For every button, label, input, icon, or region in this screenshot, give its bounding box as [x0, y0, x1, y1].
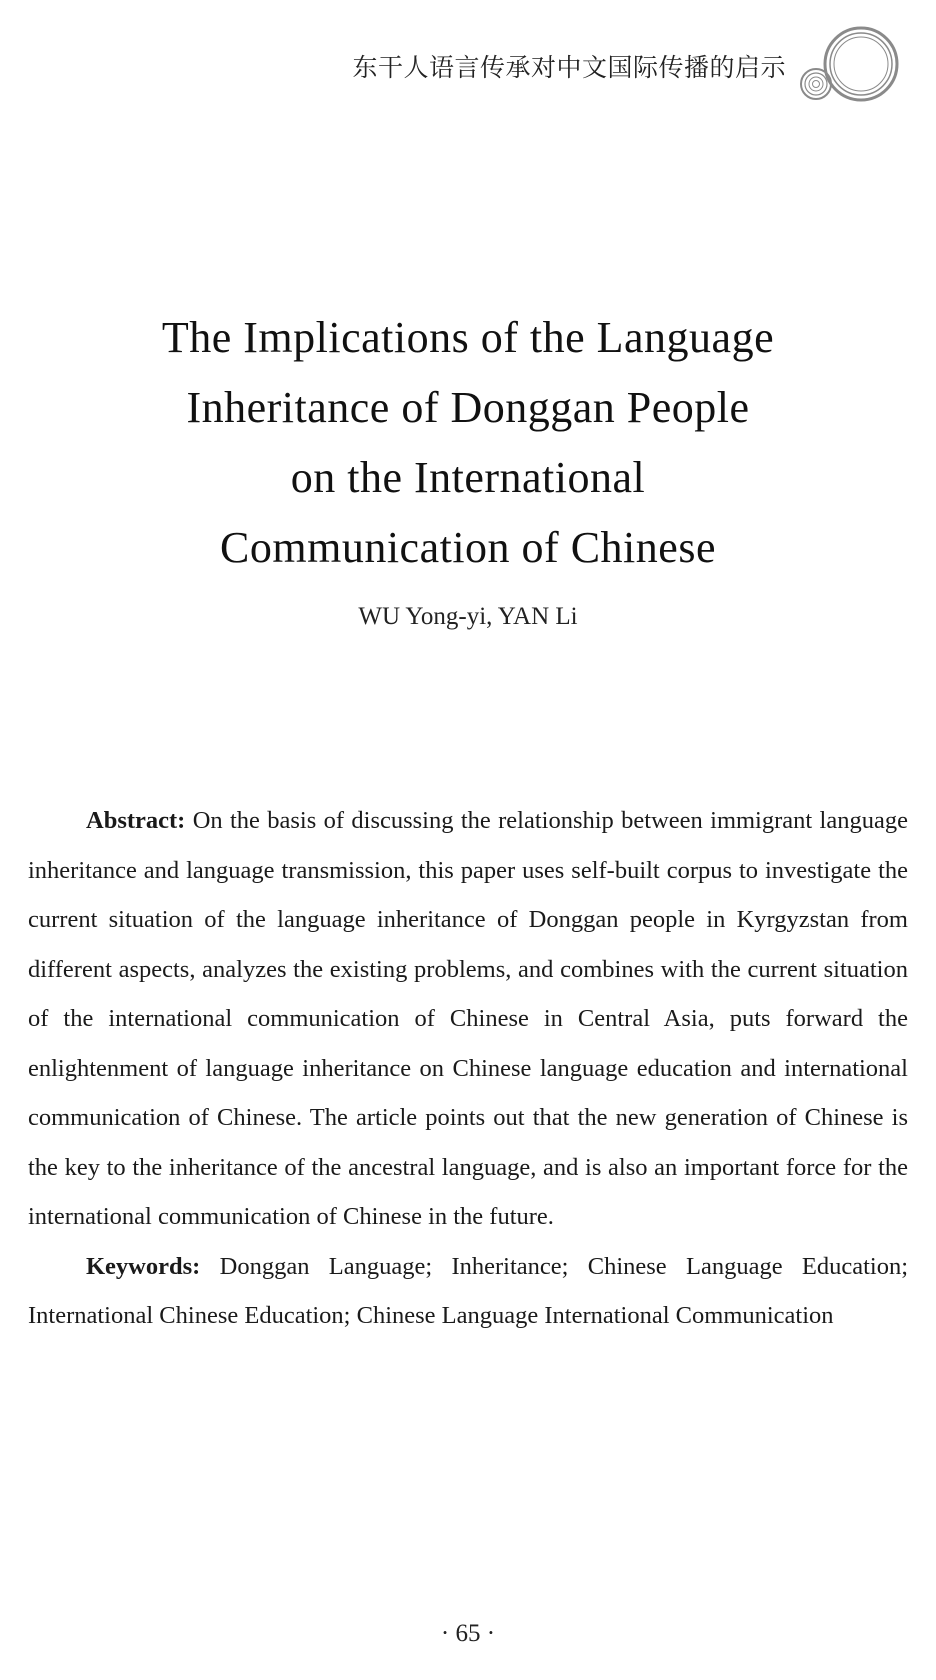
abstract-paragraph [28, 796, 908, 1242]
title-line: on the International [290, 453, 646, 502]
title-line: The Implications of the Language [161, 313, 775, 362]
keywords-text: Donggan Language; Inheritance; Chinese Language Education; International Chinese Education; Chinese Language International Communication [28, 1252, 909, 1329]
title-line: Communication of Chinese [220, 523, 716, 572]
paper-title [60, 303, 876, 583]
page-number: · 65 · [440, 1620, 496, 1647]
abstract-text: On the basis of discussing the relationship between immigrant language inheritance and language transmission, this paper uses self-built corpus to investigate the current situation of the language inheritance of Donggan people in Kyrgyzstan from different aspects, analyzes the existing problems, and combines with the current situation of the international communication of Chinese in Central Asia, puts forward the enlightenment of language inheritance on Chinese language education and international communication of Chinese. The article points out that the new generation of Chinese is the key to the inheritance of the ancestral language, and is also an important force for the international communication of Chinese in the future. [28, 807, 908, 1230]
keywords-label: Keywords: [86, 1252, 201, 1280]
title-line: Inheritance of Donggan People [186, 383, 750, 432]
running-header: 东干人语言传承对中文国际传播的启示 [352, 53, 786, 82]
authors: WU Yong-yi, YAN Li [358, 603, 578, 630]
keywords-paragraph [28, 1242, 908, 1341]
abstract-section [28, 796, 908, 1341]
abstract-label: Abstract: [86, 807, 186, 834]
decorative-rings-icon [786, 24, 906, 110]
